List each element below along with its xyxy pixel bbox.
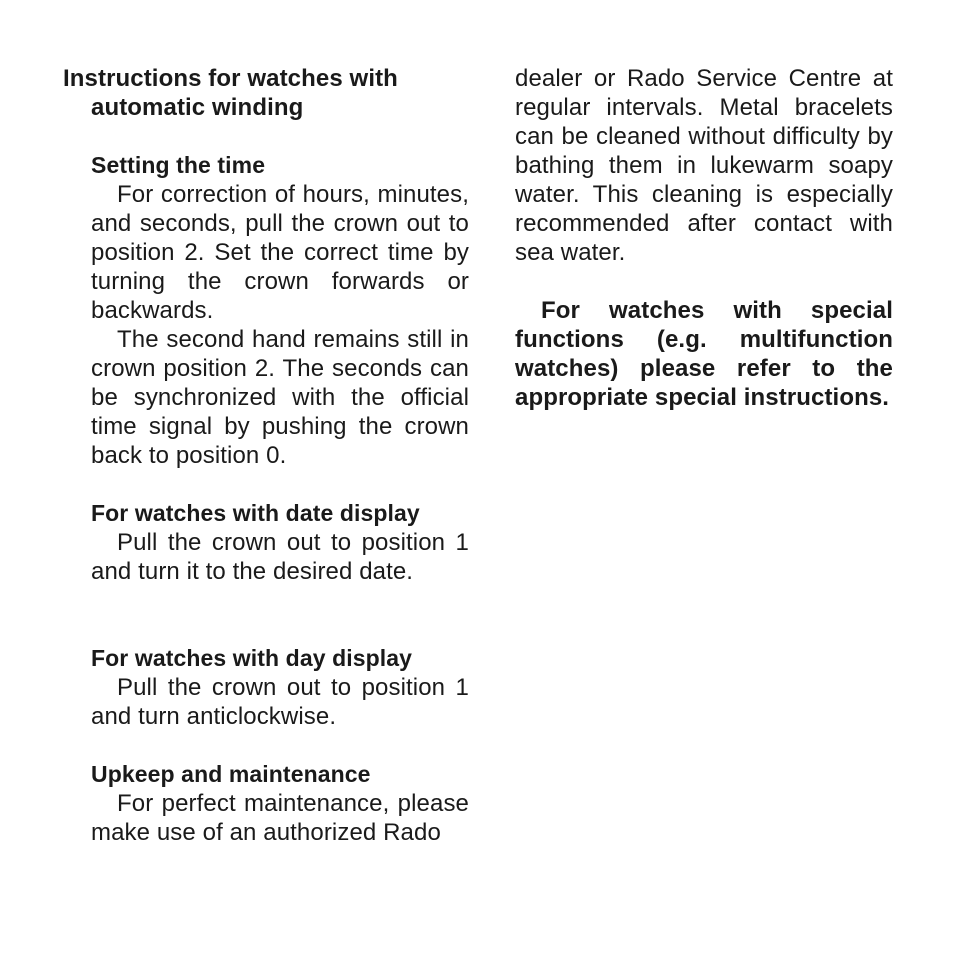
section-upkeep (63, 760, 469, 847)
section-date-display (63, 499, 469, 586)
spacer (515, 267, 893, 296)
date-display-heading: For watches with date display (91, 500, 420, 526)
left-column (63, 64, 469, 847)
spacer (63, 122, 469, 151)
section-setting-time (63, 151, 469, 470)
upkeep-heading: Upkeep and maintenance (91, 761, 371, 787)
setting-time-paragraph-2: The second hand remains still in crown position 2. The seconds can be synchronized with the official time signal by pushing the crown back to position 0. (91, 326, 469, 469)
right-column (515, 64, 893, 412)
date-display-paragraph: Pull the crown out to position 1 and turn it to the desired date. (91, 529, 469, 585)
day-display-heading: For watches with day display (91, 645, 413, 671)
upkeep-paragraph-continued: dealer or Rado Service Centre at regular intervals. Metal bracelets can be cleaned without difficulty by bathing them in lukewarm soapy water. This cleaning is especially recommended after contact with sea water. (515, 65, 893, 266)
setting-time-paragraph-1: For correction of hours, minutes, and seconds, pull the crown out to position 2. Set the correct time by turning the crown forwards or backwards. (91, 181, 469, 324)
upkeep-paragraph-start: For perfect maintenance, please make use of an authorized Rado (91, 790, 469, 846)
spacer (63, 731, 469, 760)
section-day-display (63, 644, 469, 731)
day-display-paragraph: Pull the crown out to position 1 and turn anticlockwise. (91, 674, 469, 730)
setting-time-heading: Setting the time (91, 152, 266, 178)
spacer (63, 586, 469, 644)
spacer (63, 470, 469, 499)
page-title: Instructions for watches with automatic winding (63, 65, 398, 121)
special-functions-note: For watches with special functions (e.g. multifunction watches) please refer to the appropriate special instructions. (515, 297, 893, 411)
